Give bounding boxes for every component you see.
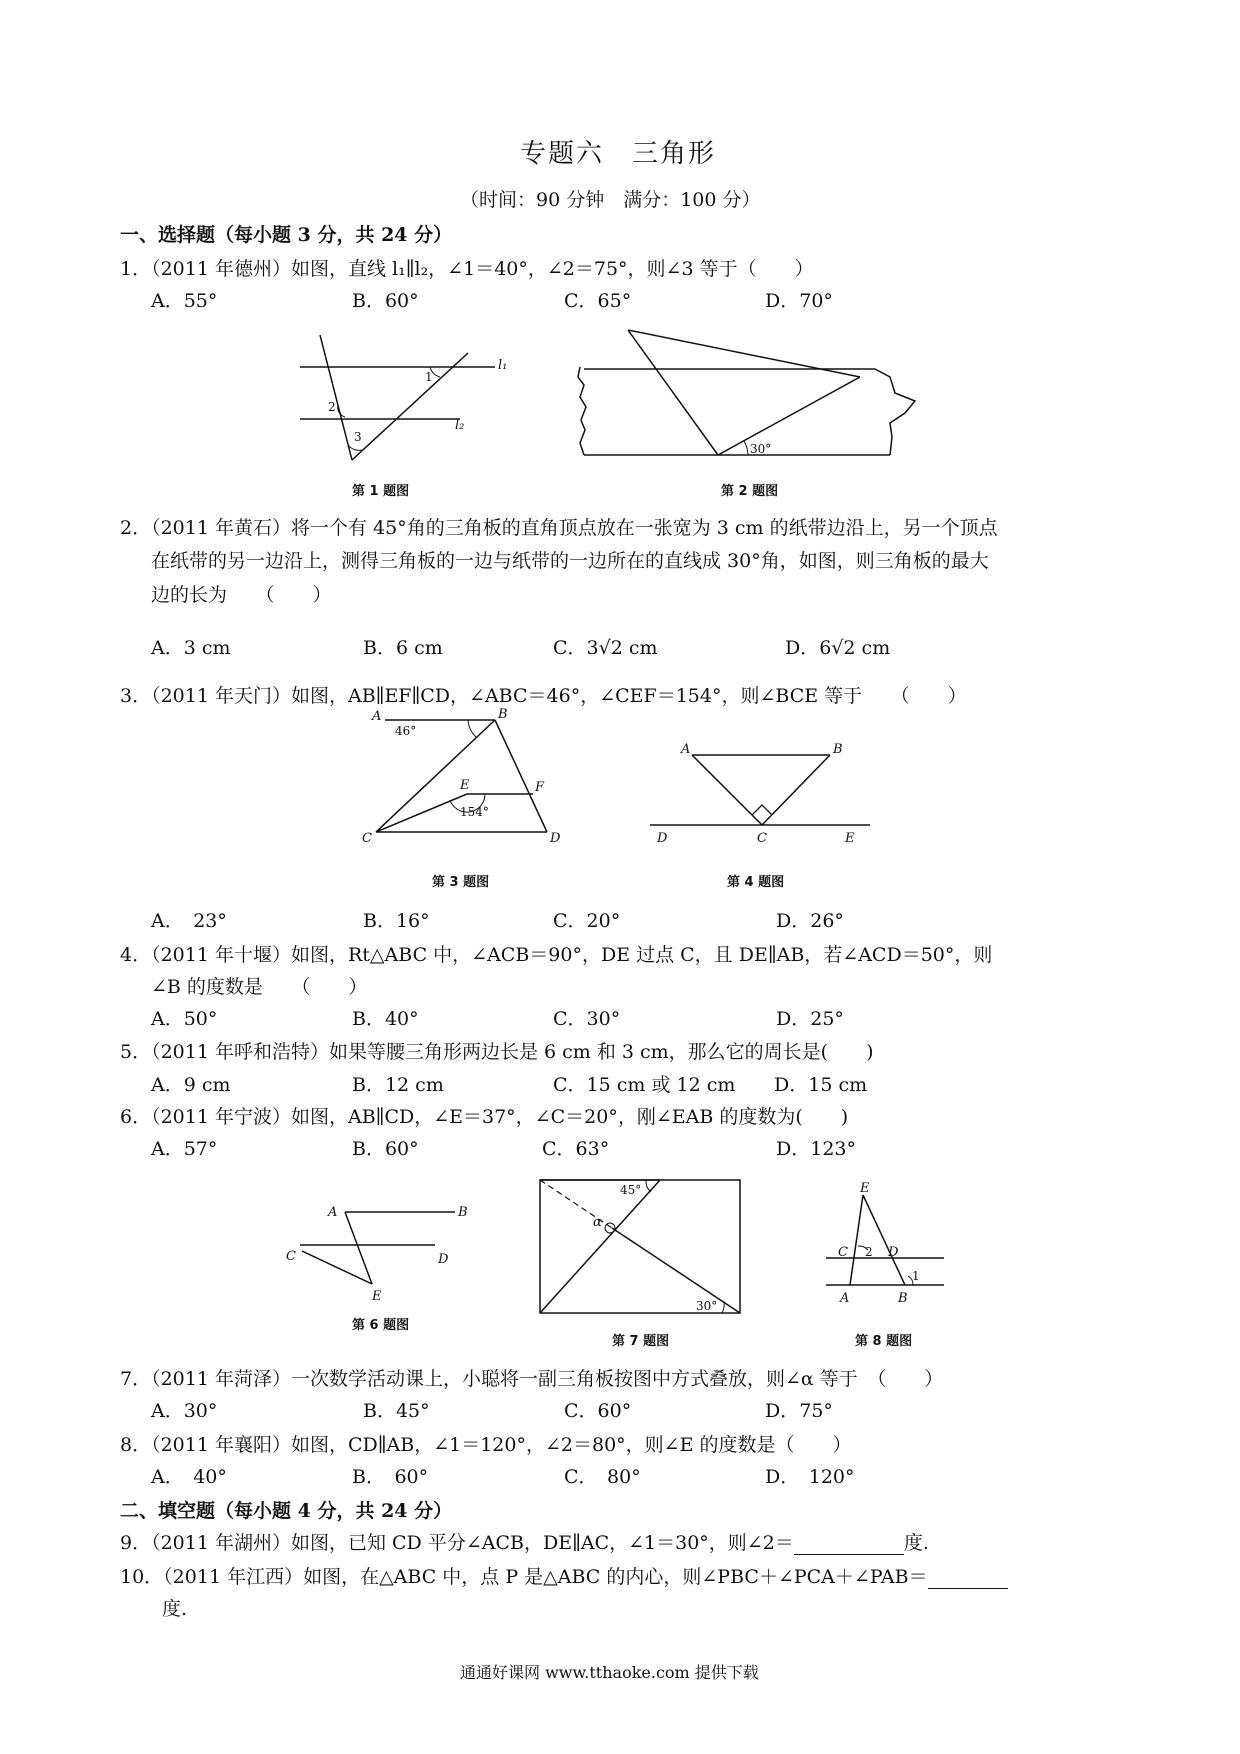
question-2-line-2: 在纸带的另一边沿上，测得三角板的一边与纸带的一边所在的直线成 30°角，如图，则三角板的最大	[151, 550, 989, 572]
q4-option-b: B．40°	[352, 1008, 419, 1030]
f6-label-c: C	[286, 1249, 296, 1264]
f4-label-c: C	[757, 831, 767, 846]
f6-label-e: E	[372, 1289, 382, 1304]
f3-label-d: D	[550, 831, 561, 846]
f3-label-b: B	[498, 707, 508, 722]
q6-option-a: A．57°	[151, 1138, 218, 1160]
figure-1-caption: 第 1 题图	[352, 484, 410, 499]
f3-angle-46: 46°	[395, 724, 417, 738]
f7-angle-45: 45°	[620, 1183, 642, 1197]
q5-option-c: C．15 cm 或 12 cm	[553, 1074, 736, 1096]
f4-label-a: A	[681, 742, 691, 757]
question-9-text: 9．（2011 年湖州）如图，已知 CD 平分∠ACB，DE∥AC，∠1＝30°，则∠2＝	[120, 1532, 794, 1554]
f1-angle-2: 2	[328, 400, 336, 414]
f8-label-d: D	[888, 1245, 899, 1260]
question-10-text: 10．（2011 年江西）如图，在△ABC 中，点 P 是△ABC 的内心，则∠PBC＋∠PCA＋∠PAB＝	[120, 1566, 928, 1588]
figure-8-caption: 第 8 题图	[855, 1334, 913, 1349]
f3-label-e: E	[460, 778, 470, 793]
page-title: 专题六 三角形	[520, 139, 717, 169]
q8-option-c: C． 80°	[564, 1466, 641, 1488]
question-2-line-3: 边的长为 （ ）	[151, 584, 332, 606]
question-4-line-1: 4．（2011 年十堰）如图，Rt△ABC 中，∠ACB＝90°，DE 过点 C，且 DE∥AB，若∠ACD＝50°，则	[120, 944, 993, 966]
q3-option-b: B．16°	[363, 910, 430, 932]
q1-option-b: B．60°	[352, 290, 419, 312]
q3-option-a: A． 23°	[151, 910, 227, 932]
f3-label-f: F	[535, 780, 545, 795]
q5-option-d: D．15 cm	[774, 1074, 868, 1096]
f7-angle-alpha: α	[593, 1215, 602, 1230]
f4-label-d: D	[657, 831, 668, 846]
q7-option-b: B．45°	[363, 1400, 430, 1422]
q4-option-c: C．30°	[553, 1008, 621, 1030]
q4-option-a: A．50°	[151, 1008, 218, 1030]
f3-angle-154: 154°	[460, 805, 489, 819]
question-1: 1．（2011 年德州）如图，直线 l₁∥l₂，∠1＝40°，∠2＝75°，则∠3 等于（ ）	[120, 258, 814, 280]
q5-option-b: B．12 cm	[352, 1074, 444, 1096]
section-choice-heading: 一、选择题（每小题 3 分，共 24 分）	[120, 224, 453, 246]
f3-label-c: C	[362, 831, 372, 846]
figure-4-caption: 第 4 题图	[727, 875, 785, 890]
f8-angle-2: 2	[865, 1245, 873, 1259]
q7-option-d: D．75°	[765, 1400, 833, 1422]
q4-option-d: D．25°	[776, 1008, 844, 1030]
f6-label-d: D	[438, 1252, 449, 1267]
f8-label-c: C	[838, 1245, 848, 1260]
q7-option-c: C．60°	[564, 1400, 632, 1422]
figure-7	[530, 1170, 760, 1320]
figure-2-caption: 第 2 题图	[721, 484, 779, 499]
figure-3-caption: 第 3 题图	[432, 875, 490, 890]
f1-label-l1: l₁	[498, 358, 508, 373]
q9-answer-blank[interactable]	[794, 1532, 904, 1555]
question-4-line-2: ∠B 的度数是 （ ）	[151, 976, 368, 998]
figure-2	[570, 325, 940, 470]
q2-option-d: D．6√2 cm	[785, 637, 891, 659]
q8-option-a: A． 40°	[151, 1466, 227, 1488]
question-9	[120, 1528, 929, 1555]
q2-option-a: A．3 cm	[151, 637, 231, 659]
question-10	[120, 1562, 1008, 1589]
question-3: 3．（2011 年天门）如图，AB∥EF∥CD，∠ABC＝46°，∠CEF＝154°，则∠BCE 等于 （ ）	[120, 685, 967, 707]
question-6: 6．（2011 年宁波）如图，AB∥CD，∠E＝37°，∠C＝20°，刚∠EAB 的度数为( )	[120, 1106, 849, 1128]
f8-label-a: A	[840, 1291, 850, 1306]
q8-option-d: D． 120°	[765, 1466, 855, 1488]
f3-label-a: A	[372, 709, 382, 724]
question-8: 8．（2011 年襄阳）如图，CD∥AB，∠1＝120°，∠2＝80°，则∠E 的度数是（ ）	[120, 1434, 852, 1456]
page-footer: 通通好课网 www.tthaoke.com 提供下载	[460, 1663, 759, 1682]
q1-option-a: A．55°	[151, 290, 218, 312]
figure-6-caption: 第 6 题图	[352, 1318, 410, 1333]
figure-8	[820, 1180, 950, 1310]
q6-option-c: C．63°	[542, 1138, 610, 1160]
section-fill-heading: 二、填空题（每小题 4 分，共 24 分）	[120, 1500, 453, 1522]
q8-option-b: B． 60°	[352, 1466, 429, 1488]
figure-3	[362, 707, 580, 846]
q6-option-d: D．123°	[776, 1138, 856, 1160]
exam-info: （时间：90 分钟 满分：100 分）	[460, 189, 761, 211]
f1-label-l2: l₂	[455, 418, 465, 433]
f6-label-a: A	[328, 1205, 338, 1220]
q5-option-a: A．9 cm	[151, 1074, 231, 1096]
question-9-tail: 度.	[903, 1532, 929, 1554]
question-10-line-2: 度.	[162, 1598, 188, 1620]
question-2-line-1: 2．（2011 年黄石）将一个有 45°角的三角板的直角顶点放在一张宽为 3 cm 的纸带边沿上，另一个顶点	[120, 517, 998, 539]
f8-label-b: B	[898, 1291, 908, 1306]
question-7: 7．（2011 年菏泽）一次数学活动课上，小聪将一副三角板按图中方式叠放，则∠α 等于 （ ）	[120, 1368, 944, 1390]
figure-1	[290, 325, 530, 465]
f7-angle-30: 30°	[696, 1299, 718, 1313]
q6-option-b: B．60°	[352, 1138, 419, 1160]
q3-option-d: D．26°	[776, 910, 844, 932]
q3-option-c: C．20°	[553, 910, 621, 932]
figure-7-caption: 第 7 题图	[612, 1334, 670, 1349]
q7-option-a: A．30°	[151, 1400, 218, 1422]
f2-angle-30: 30°	[750, 442, 772, 456]
q1-option-c: C．65°	[564, 290, 632, 312]
f8-label-e: E	[860, 1181, 870, 1196]
f1-angle-1: 1	[425, 370, 433, 384]
q2-option-c: C．3√2 cm	[553, 637, 658, 659]
q10-answer-blank[interactable]	[928, 1566, 1008, 1589]
figure-6	[286, 1200, 470, 1305]
figure-4	[645, 742, 885, 846]
f4-label-e: E	[845, 831, 855, 846]
f8-angle-1: 1	[912, 1269, 920, 1283]
f1-angle-3: 3	[354, 430, 362, 444]
q1-option-d: D．70°	[765, 290, 833, 312]
q2-option-b: B．6 cm	[363, 637, 443, 659]
question-5: 5．（2011 年呼和浩特）如果等腰三角形两边长是 6 cm 和 3 cm，那么它的周长是( )	[120, 1041, 874, 1063]
f4-label-b: B	[833, 742, 843, 757]
f6-label-b: B	[458, 1205, 468, 1220]
